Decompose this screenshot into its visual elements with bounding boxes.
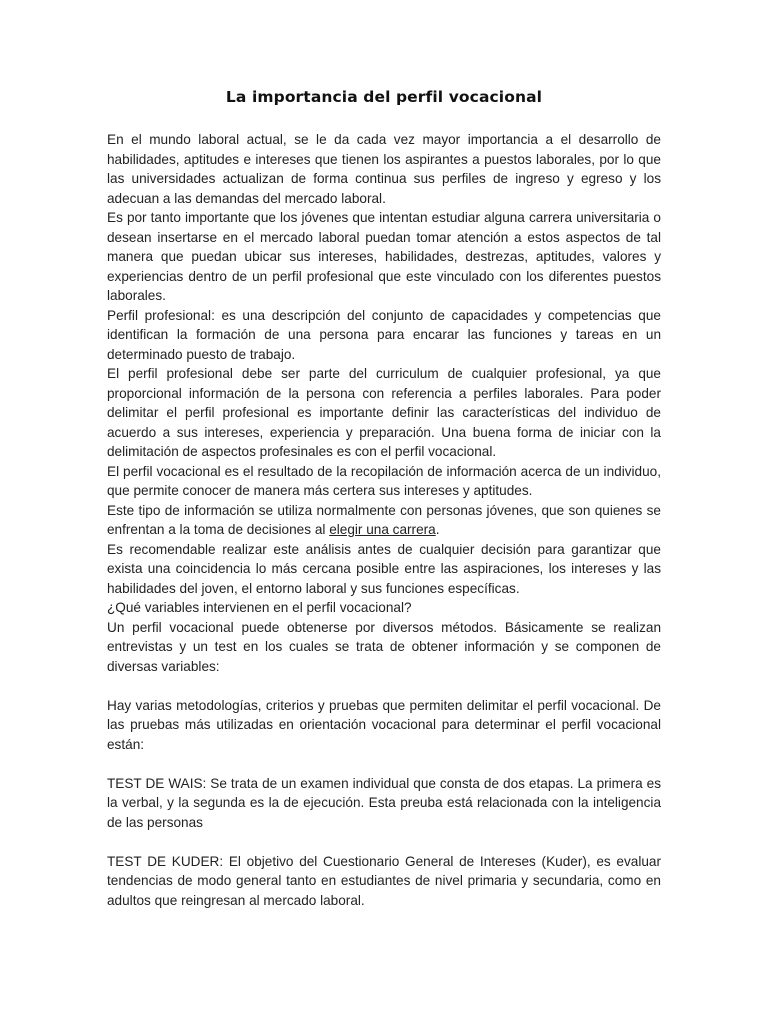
question-heading: ¿Qué variables intervienen en el perfil vocacional?	[107, 600, 412, 615]
paragraph-test-kuder: TEST DE KUDER: El objetivo del Cuestionario General de Intereses (Kuder), es evaluar tendencias de modo general tanto en estudiantes de nivel primaria y secundaria, como en adultos que reingresan al mercado laboral.	[107, 853, 661, 908]
paragraph-perfil-profesional: Perfil profesional: es una descripción del conjunto de capacidades y competencias que identifican la formación de una persona para encarar las funciones y tareas en un determinado puesto de trabajo.	[107, 307, 661, 362]
paragraph: Es por tanto importante que los jóvenes que intentan estudiar alguna carrera universitaria o desean insertarse en el mercado laboral puedan tomar atención a estos aspectos de tal manera que puedan ubicar sus intereses, habilidades, destrezas, aptitudes, valores y experiencias dentro de un perfil profesional que este vinculado con los diferentes puestos laborales.	[107, 210, 661, 303]
elegir-carrera-link[interactable]: elegir una carrera	[329, 522, 436, 537]
paragraph-text: .	[435, 522, 440, 537]
paragraph: Es recomendable realizar este análisis antes de cualquier decisión para garantizar que exista una coincidencia lo más cercana posible entre las aspiraciones, los intereses y las habilidades del joven, el entorno laboral y sus funciones específicas.	[107, 541, 661, 596]
paragraph-perfil-vocacional: El perfil vocacional es el resultado de la recopilación de información acerca de un individuo, que permite conocer de manera más certera sus intereses y aptitudes.	[107, 463, 661, 498]
paragraph: El perfil profesional debe ser parte del curriculum de cualquier profesional, ya que proporcional información de la persona con referencia a perfiles laborales. Para poder delimitar el perfil profesional es importante definir las características del individuo de acuerdo a sus intereses, experiencia y preparación. Una buena forma de iniciar con la delimitación de aspectos profesinales es con el perfil vocacional.	[107, 366, 661, 459]
paragraph: Un perfil vocacional puede obtenerse por diversos métodos. Básicamente se realizan entrevistas y un test en los cuales se trata de obtener información y se componen de diversas variables:	[107, 619, 661, 674]
paragraph-with-link	[107, 501, 661, 540]
paragraph-text: Este tipo de información se utiliza normalmente con personas jóvenes, que son quienes se enfrentan a la toma de decisiones al	[107, 502, 661, 537]
document-body	[107, 130, 661, 910]
paragraph-test-wais: TEST DE WAIS: Se trata de un examen individual que consta de dos etapas. La primera es la verbal, y la segunda es la de ejecución. Esta preuba está relacionada con la inteligencia de las personas	[107, 775, 661, 830]
paragraph: En el mundo laboral actual, se le da cada vez mayor importancia a el desarrollo de habilidades, aptitudes e intereses que tienen los aspirantes a puestos laborales, por lo que las universidades actualizan de forma continua sus perfiles de ingreso y egreso y los adecuan a las demandas del mercado laboral.	[107, 132, 661, 206]
paragraph: Hay varias metodologías, criterios y pruebas que permiten delimitar el perfil vocacional. De las pruebas más utilizadas en orientación vocacional para determinar el perfil vocacional están:	[107, 697, 661, 752]
document-title: La importancia del perfil vocacional	[225, 88, 543, 106]
